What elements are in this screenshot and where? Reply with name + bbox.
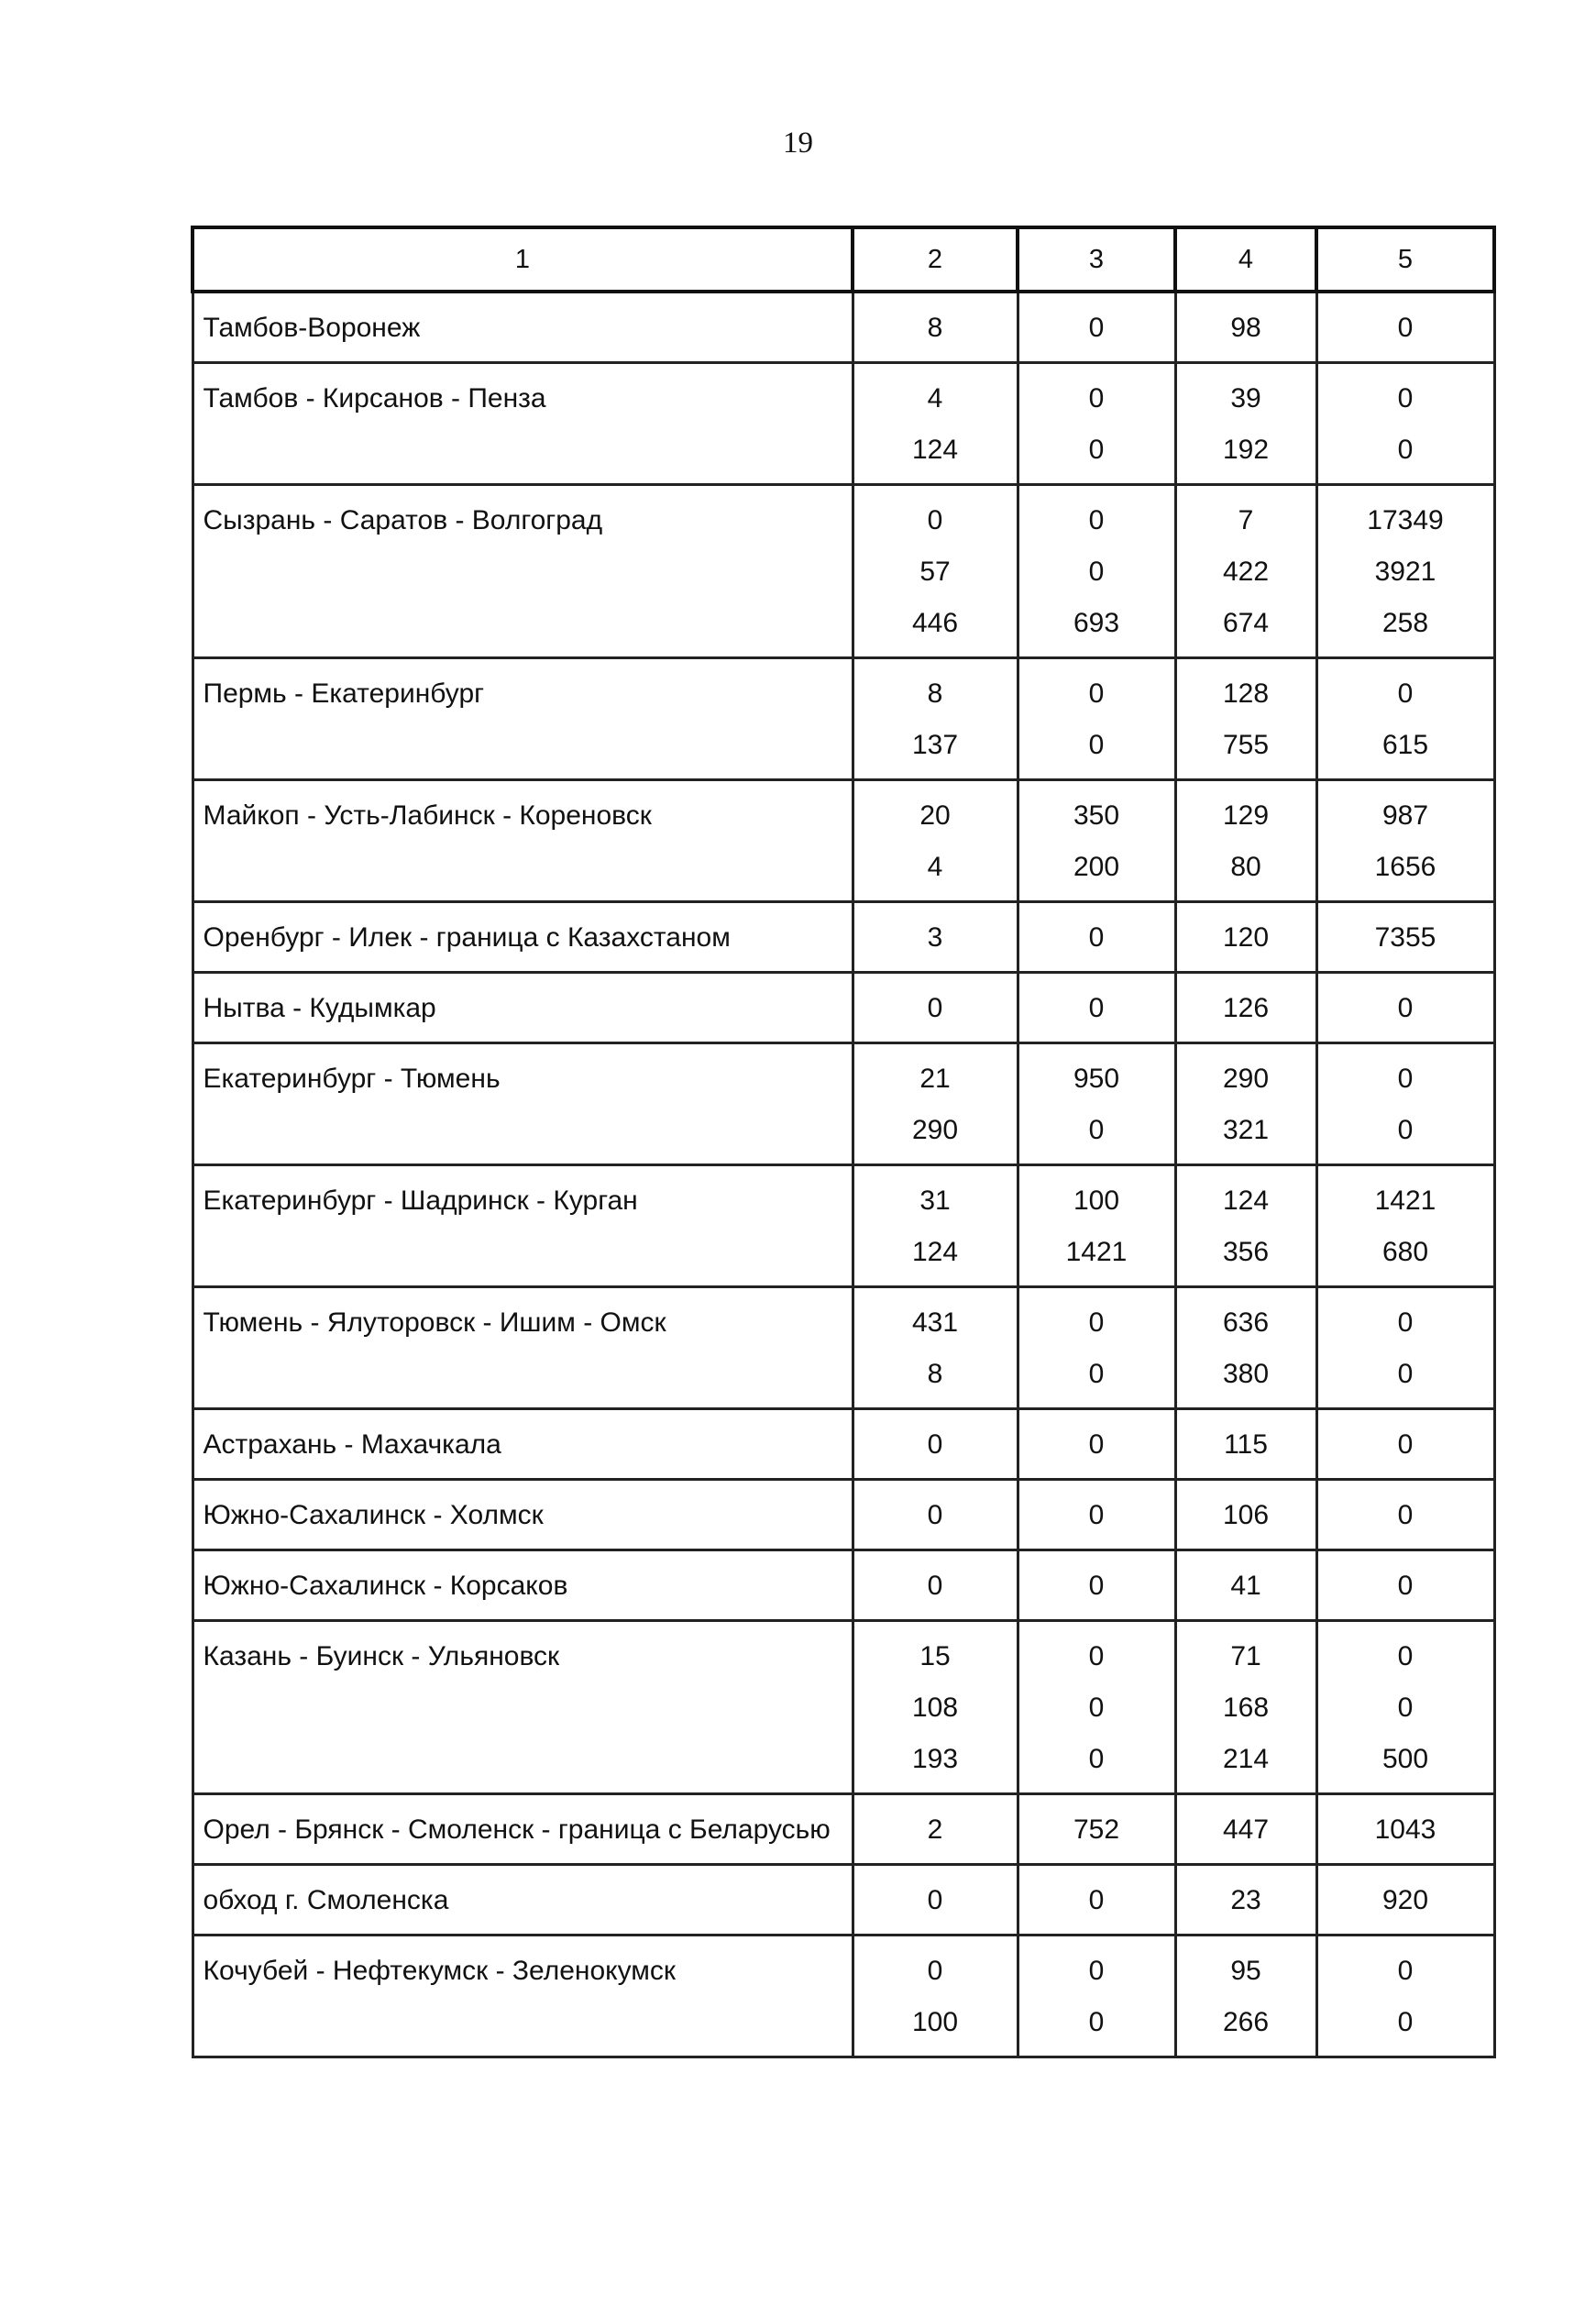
cell-value: 0 bbox=[1088, 730, 1105, 760]
header-cell-5: 5 bbox=[1316, 227, 1494, 292]
route-name-cell: Екатеринбург - Тюмень bbox=[193, 1043, 853, 1165]
table-row bbox=[193, 1165, 1494, 1287]
value-cell-col2 bbox=[853, 1550, 1018, 1621]
cell-value: 1421 bbox=[1374, 1186, 1436, 1216]
cell-value: 0 bbox=[1397, 678, 1414, 709]
value-cell-col3 bbox=[1018, 363, 1175, 485]
cell-value: 8 bbox=[927, 678, 943, 709]
value-cell-col2 bbox=[853, 1865, 1018, 1936]
value-cell-col2 bbox=[853, 363, 1018, 485]
cell-value: 350 bbox=[1073, 800, 1120, 831]
cell-value: 8 bbox=[927, 1359, 943, 1389]
cell-value: 752 bbox=[1073, 1814, 1120, 1845]
table-row bbox=[193, 902, 1494, 973]
route-name-cell: Тамбов - Кирсанов - Пенза bbox=[193, 363, 853, 485]
cell-value: 0 bbox=[1088, 1885, 1105, 1915]
table-row bbox=[193, 485, 1494, 658]
cell-value: 4 bbox=[927, 852, 943, 882]
value-cell-col5 bbox=[1316, 485, 1494, 658]
cell-value: 0 bbox=[927, 1956, 943, 1986]
cell-value: 380 bbox=[1222, 1359, 1270, 1389]
value-cell-col5 bbox=[1316, 363, 1494, 485]
cell-value: 124 bbox=[911, 435, 959, 465]
cell-value: 0 bbox=[1088, 383, 1105, 414]
route-name-cell: Тамбов-Воронеж bbox=[193, 292, 853, 363]
cell-value: 4 bbox=[927, 383, 943, 414]
cell-value: 0 bbox=[1088, 1571, 1105, 1601]
cell-value: 447 bbox=[1222, 1814, 1270, 1845]
value-cell-col2 bbox=[853, 485, 1018, 658]
value-cell-col5 bbox=[1316, 1621, 1494, 1794]
cell-value: 356 bbox=[1222, 1237, 1270, 1267]
cell-value: 98 bbox=[1230, 313, 1261, 343]
value-cell-col5 bbox=[1316, 1480, 1494, 1550]
table-body bbox=[193, 292, 1494, 2057]
route-name-cell: Орел - Брянск - Смоленск - граница с Беларусью bbox=[193, 1794, 853, 1865]
cell-value: 0 bbox=[1088, 922, 1105, 953]
cell-value: 124 bbox=[911, 1237, 959, 1267]
value-cell-col2 bbox=[853, 780, 1018, 902]
value-cell-col3 bbox=[1018, 1480, 1175, 1550]
value-cell-col2 bbox=[853, 902, 1018, 973]
cell-value: 0 bbox=[1397, 383, 1414, 414]
value-cell-col4 bbox=[1175, 1550, 1316, 1621]
cell-value: 106 bbox=[1222, 1500, 1270, 1530]
page-number: 19 bbox=[783, 127, 813, 160]
cell-value: 680 bbox=[1381, 1237, 1429, 1267]
route-name-cell: обход г. Смоленска bbox=[193, 1865, 853, 1936]
value-cell-col4 bbox=[1175, 292, 1316, 363]
cell-value: 21 bbox=[919, 1064, 951, 1094]
cell-value: 0 bbox=[1397, 1359, 1414, 1389]
value-cell-col3 bbox=[1018, 1043, 1175, 1165]
value-cell-col3 bbox=[1018, 1936, 1175, 2057]
route-name-cell: Астрахань - Махачкала bbox=[193, 1409, 853, 1480]
value-cell-col4 bbox=[1175, 780, 1316, 902]
cell-value: 2 bbox=[927, 1814, 943, 1845]
cell-value: 15 bbox=[919, 1641, 951, 1671]
cell-value: 431 bbox=[911, 1307, 959, 1338]
cell-value: 0 bbox=[1088, 557, 1105, 587]
cell-value: 31 bbox=[919, 1186, 951, 1216]
header-cell-3: 3 bbox=[1018, 227, 1175, 292]
value-cell-col4 bbox=[1175, 973, 1316, 1043]
cell-value: 193 bbox=[911, 1744, 959, 1774]
value-cell-col3 bbox=[1018, 780, 1175, 902]
cell-value: 0 bbox=[1088, 1307, 1105, 1338]
cell-value: 192 bbox=[1222, 435, 1270, 465]
cell-value: 0 bbox=[1397, 1956, 1414, 1986]
route-name-cell: Майкоп - Усть-Лабинск - Кореновск bbox=[193, 780, 853, 902]
cell-value: 290 bbox=[911, 1115, 959, 1145]
value-cell-col5 bbox=[1316, 780, 1494, 902]
value-cell-col2 bbox=[853, 1165, 1018, 1287]
route-name-cell: Кочубей - Нефтекумск - Зеленокумск bbox=[193, 1936, 853, 2057]
road-data-table bbox=[191, 226, 1496, 2058]
cell-value: 120 bbox=[1222, 922, 1270, 953]
value-cell-col3 bbox=[1018, 1550, 1175, 1621]
value-cell-col2 bbox=[853, 1043, 1018, 1165]
cell-value: 0 bbox=[1397, 1064, 1414, 1094]
table-row bbox=[193, 973, 1494, 1043]
cell-value: 168 bbox=[1222, 1693, 1270, 1723]
value-cell-col5 bbox=[1316, 1165, 1494, 1287]
value-cell-col4 bbox=[1175, 485, 1316, 658]
cell-value: 17349 bbox=[1367, 505, 1444, 535]
cell-value: 20 bbox=[919, 800, 951, 831]
value-cell-col4 bbox=[1175, 1043, 1316, 1165]
cell-value: 693 bbox=[1073, 608, 1120, 638]
cell-value: 446 bbox=[911, 608, 959, 638]
cell-value: 422 bbox=[1222, 557, 1270, 587]
cell-value: 0 bbox=[927, 993, 943, 1023]
table-row bbox=[193, 1865, 1494, 1936]
value-cell-col3 bbox=[1018, 973, 1175, 1043]
value-cell-col5 bbox=[1316, 1043, 1494, 1165]
cell-value: 57 bbox=[919, 557, 951, 587]
cell-value: 129 bbox=[1222, 800, 1270, 831]
value-cell-col2 bbox=[853, 973, 1018, 1043]
cell-value: 0 bbox=[1088, 1956, 1105, 1986]
cell-value: 7355 bbox=[1374, 922, 1436, 953]
value-cell-col2 bbox=[853, 1287, 1018, 1409]
value-cell-col5 bbox=[1316, 973, 1494, 1043]
route-name-cell: Казань - Буинск - Ульяновск bbox=[193, 1621, 853, 1794]
table-row bbox=[193, 1043, 1494, 1165]
cell-value: 266 bbox=[1222, 2007, 1270, 2037]
value-cell-col2 bbox=[853, 1409, 1018, 1480]
cell-value: 0 bbox=[1088, 1641, 1105, 1671]
cell-value: 1656 bbox=[1374, 852, 1436, 882]
cell-value: 214 bbox=[1222, 1744, 1270, 1774]
cell-value: 0 bbox=[1088, 1429, 1105, 1460]
route-name-cell: Пермь - Екатеринбург bbox=[193, 658, 853, 780]
cell-value: 0 bbox=[1088, 313, 1105, 343]
value-cell-col2 bbox=[853, 292, 1018, 363]
cell-value: 258 bbox=[1381, 608, 1429, 638]
cell-value: 0 bbox=[1088, 1359, 1105, 1389]
cell-value: 0 bbox=[1397, 1115, 1414, 1145]
value-cell-col4 bbox=[1175, 1621, 1316, 1794]
route-name-cell: Сызрань - Саратов - Волгоград bbox=[193, 485, 853, 658]
cell-value: 0 bbox=[1088, 1500, 1105, 1530]
cell-value: 0 bbox=[927, 1500, 943, 1530]
cell-value: 23 bbox=[1230, 1885, 1261, 1915]
value-cell-col4 bbox=[1175, 1165, 1316, 1287]
value-cell-col2 bbox=[853, 1794, 1018, 1865]
header-cell-4: 4 bbox=[1175, 227, 1316, 292]
cell-value: 0 bbox=[1397, 1641, 1414, 1671]
route-name-cell: Нытва - Кудымкар bbox=[193, 973, 853, 1043]
cell-value: 124 bbox=[1222, 1186, 1270, 1216]
cell-value: 115 bbox=[1224, 1429, 1268, 1460]
route-name-cell: Южно-Сахалинск - Холмск bbox=[193, 1480, 853, 1550]
cell-value: 0 bbox=[1088, 435, 1105, 465]
value-cell-col4 bbox=[1175, 1480, 1316, 1550]
cell-value: 500 bbox=[1381, 1744, 1429, 1774]
value-cell-col3 bbox=[1018, 1865, 1175, 1936]
cell-value: 0 bbox=[927, 1885, 943, 1915]
value-cell-col3 bbox=[1018, 1165, 1175, 1287]
cell-value: 0 bbox=[1088, 1744, 1105, 1774]
cell-value: 0 bbox=[1088, 1115, 1105, 1145]
header-cell-1: 1 bbox=[193, 227, 853, 292]
cell-value: 0 bbox=[927, 1429, 943, 1460]
route-name-cell: Оренбург - Илек - граница с Казахстаном bbox=[193, 902, 853, 973]
value-cell-col3 bbox=[1018, 1287, 1175, 1409]
cell-value: 80 bbox=[1230, 852, 1261, 882]
cell-value: 321 bbox=[1222, 1115, 1270, 1145]
cell-value: 0 bbox=[1397, 435, 1414, 465]
cell-value: 100 bbox=[1073, 1186, 1120, 1216]
cell-value: 0 bbox=[927, 505, 943, 535]
cell-value: 987 bbox=[1381, 800, 1429, 831]
cell-value: 100 bbox=[911, 2007, 959, 2037]
route-name-cell: Екатеринбург - Шадринск - Курган bbox=[193, 1165, 853, 1287]
value-cell-col5 bbox=[1316, 1409, 1494, 1480]
cell-value: 920 bbox=[1381, 1885, 1429, 1915]
cell-value: 0 bbox=[927, 1571, 943, 1601]
cell-value: 0 bbox=[1397, 1307, 1414, 1338]
value-cell-col2 bbox=[853, 1621, 1018, 1794]
cell-value: 128 bbox=[1222, 678, 1270, 709]
cell-value: 0 bbox=[1088, 1693, 1105, 1723]
cell-value: 0 bbox=[1397, 1693, 1414, 1723]
cell-value: 108 bbox=[911, 1693, 959, 1723]
cell-value: 290 bbox=[1222, 1064, 1270, 1094]
cell-value: 674 bbox=[1222, 608, 1270, 638]
value-cell-col3 bbox=[1018, 292, 1175, 363]
cell-value: 137 bbox=[911, 730, 959, 760]
value-cell-col4 bbox=[1175, 1865, 1316, 1936]
value-cell-col3 bbox=[1018, 1621, 1175, 1794]
value-cell-col3 bbox=[1018, 902, 1175, 973]
table-row bbox=[193, 658, 1494, 780]
cell-value: 0 bbox=[1397, 313, 1414, 343]
cell-value: 755 bbox=[1222, 730, 1270, 760]
header-row bbox=[193, 227, 1494, 292]
value-cell-col5 bbox=[1316, 1936, 1494, 2057]
cell-value: 0 bbox=[1088, 678, 1105, 709]
cell-value: 3 bbox=[927, 922, 943, 953]
route-name-cell: Южно-Сахалинск - Корсаков bbox=[193, 1550, 853, 1621]
cell-value: 0 bbox=[1397, 1571, 1414, 1601]
value-cell-col3 bbox=[1018, 485, 1175, 658]
cell-value: 0 bbox=[1088, 505, 1105, 535]
cell-value: 41 bbox=[1230, 1571, 1261, 1601]
cell-value: 0 bbox=[1088, 993, 1105, 1023]
cell-value: 636 bbox=[1222, 1307, 1270, 1338]
value-cell-col2 bbox=[853, 1936, 1018, 2057]
value-cell-col4 bbox=[1175, 363, 1316, 485]
cell-value: 0 bbox=[1397, 1429, 1414, 1460]
cell-value: 8 bbox=[927, 313, 943, 343]
route-name-cell: Тюмень - Ялуторовск - Ишим - Омск bbox=[193, 1287, 853, 1409]
table-row bbox=[193, 1621, 1494, 1794]
cell-value: 200 bbox=[1073, 852, 1120, 882]
cell-value: 950 bbox=[1073, 1064, 1120, 1094]
value-cell-col5 bbox=[1316, 1287, 1494, 1409]
table-row bbox=[193, 780, 1494, 902]
value-cell-col5 bbox=[1316, 1550, 1494, 1621]
value-cell-col3 bbox=[1018, 658, 1175, 780]
value-cell-col2 bbox=[853, 1480, 1018, 1550]
table-row bbox=[193, 1550, 1494, 1621]
value-cell-col4 bbox=[1175, 1936, 1316, 2057]
value-cell-col4 bbox=[1175, 902, 1316, 973]
cell-value: 7 bbox=[1238, 505, 1254, 535]
table-row bbox=[193, 363, 1494, 485]
table-row bbox=[193, 1409, 1494, 1480]
value-cell-col5 bbox=[1316, 292, 1494, 363]
cell-value: 126 bbox=[1222, 993, 1270, 1023]
value-cell-col4 bbox=[1175, 1794, 1316, 1865]
cell-value: 615 bbox=[1381, 730, 1429, 760]
value-cell-col5 bbox=[1316, 1794, 1494, 1865]
value-cell-col2 bbox=[853, 658, 1018, 780]
cell-value: 1421 bbox=[1065, 1237, 1128, 1267]
value-cell-col5 bbox=[1316, 902, 1494, 973]
value-cell-col3 bbox=[1018, 1794, 1175, 1865]
value-cell-col3 bbox=[1018, 1409, 1175, 1480]
value-cell-col5 bbox=[1316, 1865, 1494, 1936]
cell-value: 71 bbox=[1230, 1641, 1261, 1671]
cell-value: 3921 bbox=[1374, 557, 1436, 587]
cell-value: 95 bbox=[1230, 1956, 1261, 1986]
table-row bbox=[193, 1287, 1494, 1409]
value-cell-col5 bbox=[1316, 658, 1494, 780]
table-row bbox=[193, 292, 1494, 363]
table-row bbox=[193, 1480, 1494, 1550]
header-cell-2: 2 bbox=[853, 227, 1018, 292]
value-cell-col4 bbox=[1175, 1409, 1316, 1480]
cell-value: 39 bbox=[1230, 383, 1261, 414]
cell-value: 0 bbox=[1088, 2007, 1105, 2037]
cell-value: 0 bbox=[1397, 1500, 1414, 1530]
cell-value: 0 bbox=[1397, 993, 1414, 1023]
cell-value: 1043 bbox=[1374, 1814, 1436, 1845]
cell-value: 0 bbox=[1397, 2007, 1414, 2037]
table-row bbox=[193, 1936, 1494, 2057]
value-cell-col4 bbox=[1175, 1287, 1316, 1409]
table-row bbox=[193, 1794, 1494, 1865]
value-cell-col4 bbox=[1175, 658, 1316, 780]
